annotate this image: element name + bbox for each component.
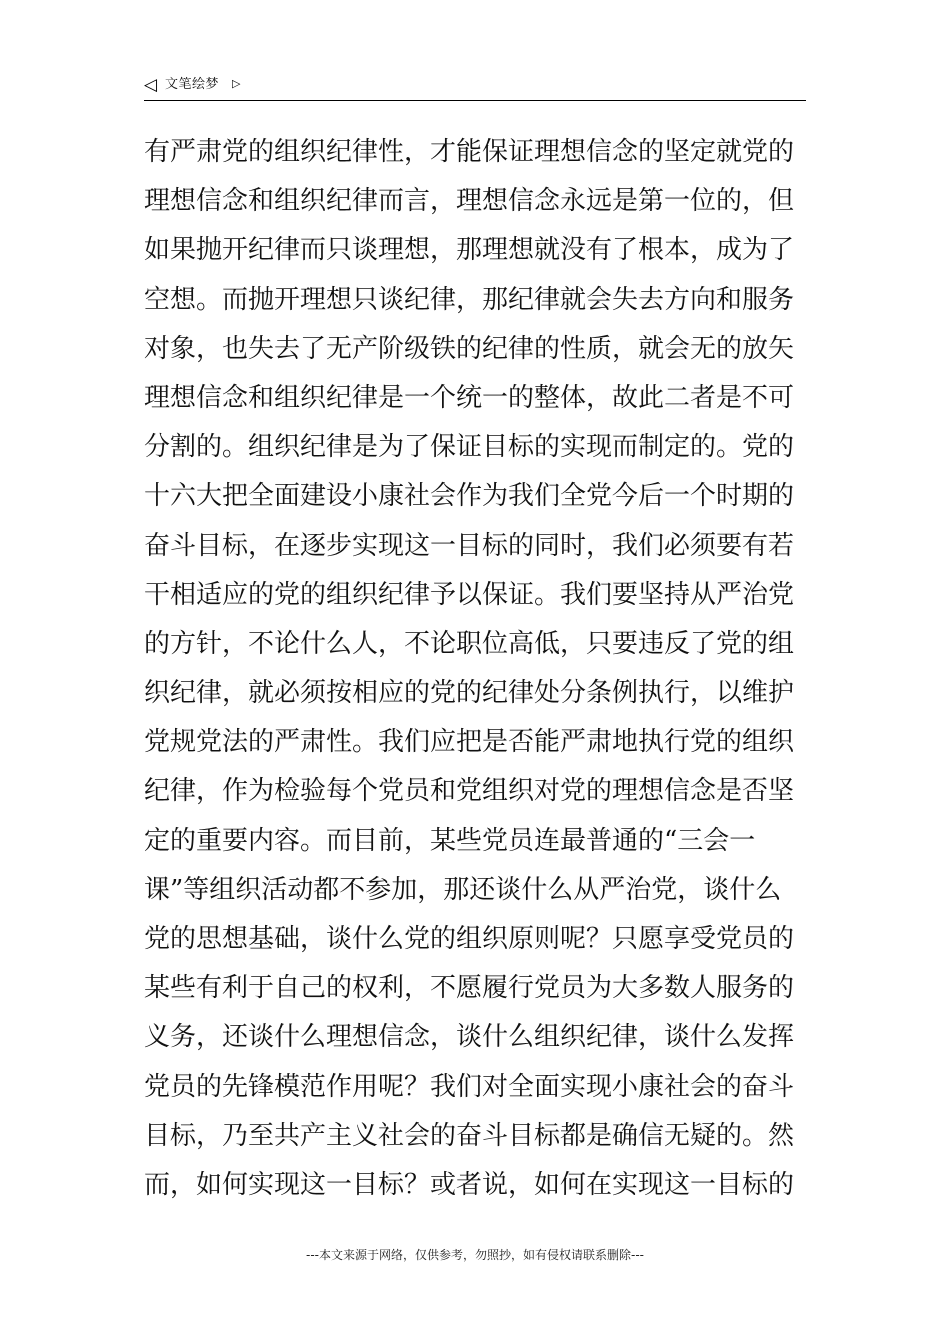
text-line: 义务，还谈什么理想信念，谈什么组织纪律，谈什么发挥: [144, 1022, 795, 1053]
text-line: 织纪律，就必须按相应的党的纪律处分条例执行，以维护: [144, 678, 795, 709]
triangle-left-icon: ◁: [144, 75, 158, 95]
text-line: 十六大把全面建设小康社会作为我们全党今后一个时期的: [144, 481, 795, 512]
text-line: 如果抛开纪律而只谈理想，那理想就没有了根本，成为了: [144, 235, 795, 266]
header-title: 文笔绘梦: [165, 77, 220, 92]
text-line: 奋斗目标，在逐步实现这一目标的同时，我们必须要有若: [144, 530, 795, 561]
triangle-right-icon: ▷: [232, 77, 241, 90]
text-line: 课”等组织活动都不参加，那还谈什么从严治党，谈什么: [144, 874, 782, 905]
text-line: 理想信念和组织纪律而言，理想信念永远是第一位的，但: [144, 186, 795, 217]
text-line: 理想信念和组织纪律是一个统一的整体，故此二者是不可: [144, 382, 795, 413]
text-line: 党的思想基础，谈什么党的组织原则呢？只愿享受党员的: [144, 924, 795, 954]
text-line: 空想。而抛开理想只谈纪律，那纪律就会失去方向和服务: [144, 284, 795, 315]
text-line: 的方针，不论什么人，不论职位高低，只要违反了党的组: [144, 628, 795, 659]
text-line: 而，如何实现这一目标？或者说，如何在实现这一目标的: [144, 1169, 795, 1200]
text-line: 目标，乃至共产主义社会的奋斗目标都是确信无疑的。然: [144, 1120, 795, 1151]
page-footer: ---本文来源于网络，仅供参考，勿照抄，如有侵权请联系删除---: [306, 1248, 644, 1262]
text-line: 对象，也失去了无产阶级铁的纪律的性质，就会无的放矢: [144, 333, 795, 364]
text-line: 某些有利于自己的权利，不愿履行党员为大多数人服务的: [144, 973, 795, 1004]
body-text: [144, 128, 816, 1210]
text-line: 纪律，作为检验每个党员和党组织对党的理想信念是否坚: [144, 776, 795, 807]
text-line: 分割的。组织纪律是为了保证目标的实现而制定的。党的: [144, 432, 795, 463]
text-line: 党员的先锋模范作用呢？我们对全面实现小康社会的奋斗: [144, 1071, 795, 1102]
text-line: 有严肃党的组织纪律性，才能保证理想信念的坚定就党的: [144, 137, 795, 167]
text-line: 定的重要内容。而目前，某些党员连最普通的“三会一: [144, 825, 756, 856]
text-line: 干相适应的党的组织纪律予以保证。我们要坚持从严治党: [144, 579, 795, 610]
text-line: 党规党法的严肃性。我们应把是否能严肃地执行党的组织: [144, 727, 795, 758]
page-header: [144, 74, 806, 101]
